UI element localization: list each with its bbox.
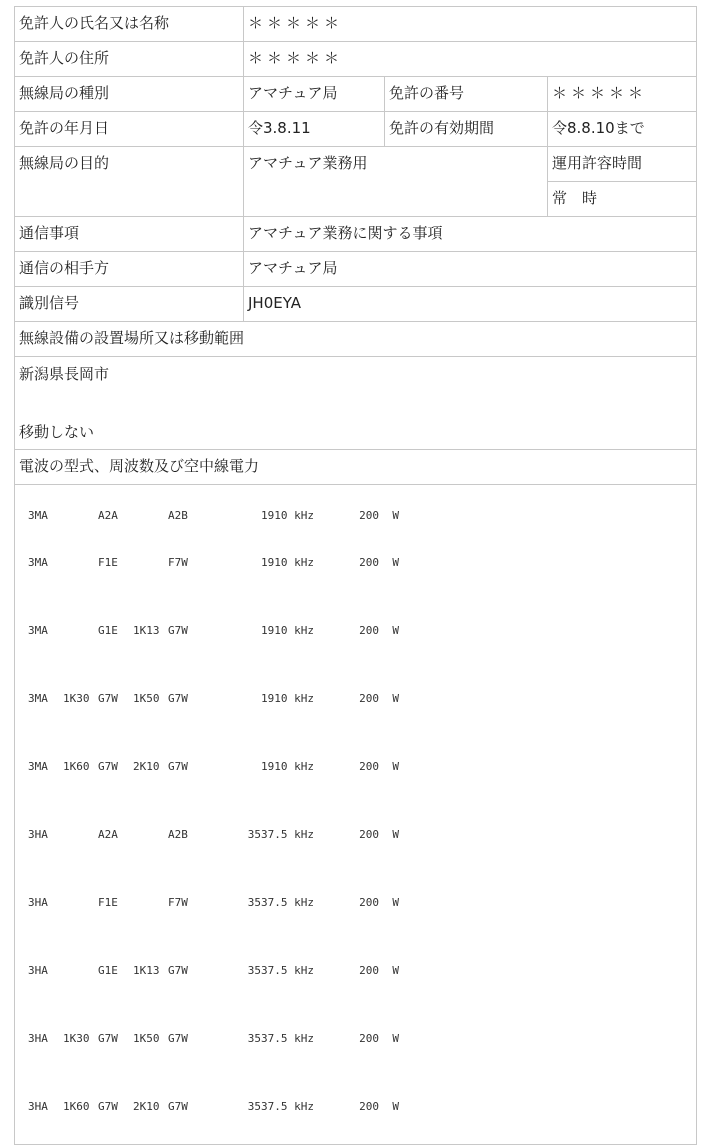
emission-row: [28, 872, 399, 940]
location-city: 新潟県長岡市: [19, 365, 110, 383]
emission-power: 200: [359, 692, 379, 705]
emission-c3: [133, 804, 168, 872]
emission-row: [28, 485, 399, 532]
emission-power: 200: [359, 1032, 379, 1045]
emission-freq: 3537.5 kHz: [247, 964, 314, 977]
license-number-value: ＊＊＊＊＊: [548, 77, 697, 112]
emission-band: 3MA: [28, 624, 48, 637]
emission-unit: W: [392, 896, 399, 909]
emission-c4: G7W: [168, 692, 188, 705]
station-type-value: アマチュア局: [244, 77, 385, 112]
emission-c4: G7W: [168, 760, 188, 773]
emission-freq: 3537.5 kHz: [247, 828, 314, 841]
emission-c2: G7W: [98, 1032, 118, 1045]
emission-c1: [63, 532, 98, 600]
location-cell: [15, 357, 697, 450]
callsign-label: 識別信号: [15, 287, 244, 322]
emission-c2: G1E: [98, 964, 118, 977]
emission-power: 200: [359, 760, 379, 773]
emission-c2: G1E: [98, 624, 118, 637]
emission-c3: 1K13: [133, 964, 160, 977]
emission-unit: W: [392, 509, 399, 522]
emission-power: 200: [359, 624, 379, 637]
emission-unit: W: [392, 760, 399, 773]
emission-c1: [63, 485, 98, 532]
purpose-value: アマチュア業務用: [244, 147, 548, 217]
emission-list-cell: [15, 485, 697, 1145]
emission-band: 3HA: [28, 1032, 48, 1045]
emission-unit: W: [392, 1032, 399, 1045]
emission-c1: [63, 872, 98, 940]
location-mobile: 移動しない: [19, 423, 95, 441]
emission-band: 3MA: [28, 509, 48, 522]
comm-partner-label: 通信の相手方: [15, 252, 244, 287]
emission-c1: 1K30: [63, 1032, 90, 1045]
emission-c3: 1K13: [133, 624, 160, 637]
emission-freq: 1910 kHz: [261, 556, 314, 569]
operating-hours-label: 運用許容時間: [548, 147, 697, 182]
emission-row: [28, 668, 399, 736]
license-date-value: 令3.8.11: [244, 112, 385, 147]
emission-power: 200: [359, 896, 379, 909]
validity-label: 免許の有効期間: [385, 112, 548, 147]
emission-band: 3HA: [28, 964, 48, 977]
emission-row: [28, 1076, 399, 1144]
emission-unit: W: [392, 624, 399, 637]
emission-c2: G7W: [98, 1100, 118, 1113]
emission-row: [28, 600, 399, 668]
emission-unit: W: [392, 556, 399, 569]
emission-c1: 1K60: [63, 1100, 90, 1113]
emission-c2: F1E: [98, 556, 118, 569]
emission-c2: G7W: [98, 760, 118, 773]
licensee-name-label: 免許人の氏名又は名称: [15, 7, 244, 42]
emission-power: 200: [359, 964, 379, 977]
emission-freq: 3537.5 kHz: [247, 1100, 314, 1113]
emission-band: 3HA: [28, 896, 48, 909]
emission-freq: 3537.5 kHz: [247, 1032, 314, 1045]
emission-c3: 1K50: [133, 1032, 160, 1045]
emission-band: 3MA: [28, 556, 48, 569]
emission-freq: 1910 kHz: [261, 692, 314, 705]
licensee-address-label: 免許人の住所: [15, 42, 244, 77]
emission-row: [28, 940, 399, 1008]
emission-power: 200: [359, 1100, 379, 1113]
emission-band: 3HA: [28, 828, 48, 841]
license-table: [14, 6, 697, 1145]
emission-c1: 1K60: [63, 760, 90, 773]
emission-row: [28, 1008, 399, 1076]
emission-c3: 2K10: [133, 760, 160, 773]
emission-c3: 2K10: [133, 1100, 160, 1113]
emission-c4: A2B: [168, 828, 188, 841]
emission-c2: G7W: [98, 692, 118, 705]
emission-power: 200: [359, 556, 379, 569]
emission-power: 200: [359, 509, 379, 522]
emission-c1: [63, 804, 98, 872]
emission-row: [28, 532, 399, 600]
emission-c3: [133, 872, 168, 940]
emission-c1: [63, 600, 98, 668]
emission-c4: G7W: [168, 964, 188, 977]
emission-list: [28, 485, 399, 1144]
emission-c3: [133, 485, 168, 532]
emission-freq: 3537.5 kHz: [247, 896, 314, 909]
validity-value: 令8.8.10まで: [548, 112, 697, 147]
emission-c1: 1K30: [63, 692, 90, 705]
license-number-label: 免許の番号: [385, 77, 548, 112]
emission-row: [28, 804, 399, 872]
emission-c3: [133, 532, 168, 600]
emission-c4: G7W: [168, 1032, 188, 1045]
comm-partner-value: アマチュア局: [244, 252, 697, 287]
emission-c4: G7W: [168, 624, 188, 637]
emission-freq: 1910 kHz: [261, 624, 314, 637]
emission-c2: F1E: [98, 896, 118, 909]
station-type-label: 無線局の種別: [15, 77, 244, 112]
emission-c4: F7W: [168, 556, 188, 569]
emission-c2: A2A: [98, 509, 118, 522]
emission-band: 3MA: [28, 692, 48, 705]
emission-band: 3HA: [28, 1100, 48, 1113]
purpose-label: 無線局の目的: [15, 147, 244, 217]
comm-matters-value: アマチュア業務に関する事項: [244, 217, 697, 252]
emission-c2: A2A: [98, 828, 118, 841]
emission-c4: F7W: [168, 896, 188, 909]
comm-matters-label: 通信事項: [15, 217, 244, 252]
emission-unit: W: [392, 964, 399, 977]
emission-power: 200: [359, 828, 379, 841]
location-label: 無線設備の設置場所又は移動範囲: [15, 322, 697, 357]
emission-label: 電波の型式、周波数及び空中線電力: [15, 450, 697, 485]
emission-freq: 1910 kHz: [261, 509, 314, 522]
emission-band: 3MA: [28, 760, 48, 773]
licensee-name-value: ＊＊＊＊＊: [244, 7, 697, 42]
emission-c1: [63, 940, 98, 1008]
emission-unit: W: [392, 692, 399, 705]
emission-unit: W: [392, 828, 399, 841]
emission-freq: 1910 kHz: [261, 760, 314, 773]
emission-c4: A2B: [168, 509, 188, 522]
operating-hours-value: 常 時: [548, 182, 697, 217]
licensee-address-value: ＊＊＊＊＊: [244, 42, 697, 77]
emission-c4: G7W: [168, 1100, 188, 1113]
emission-unit: W: [392, 1100, 399, 1113]
emission-row: [28, 736, 399, 804]
callsign-value: JH0EYA: [244, 287, 697, 322]
emission-c3: 1K50: [133, 692, 160, 705]
license-date-label: 免許の年月日: [15, 112, 244, 147]
